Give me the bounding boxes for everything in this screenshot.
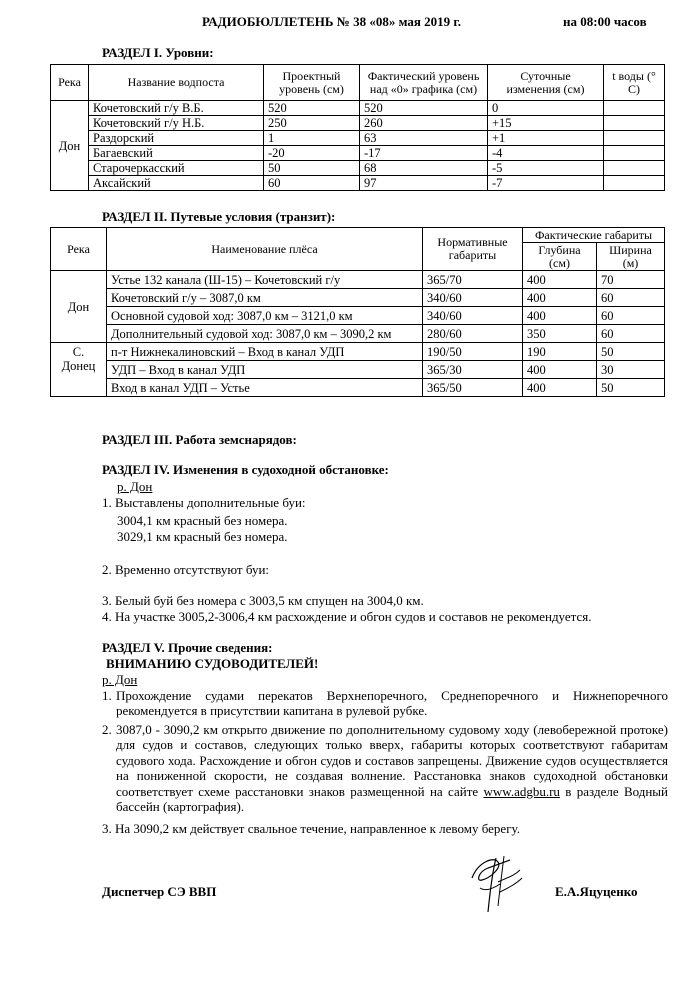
table-row: [51, 271, 665, 289]
width-cell: 30: [597, 361, 665, 379]
post-cell: Раздорский: [89, 131, 264, 146]
section4-item3: 3. Белый буй без номера с 3003,5 км спущен на 3004,0 км.: [102, 593, 424, 608]
post-cell: Кочетовский г/у В.Б.: [89, 101, 264, 116]
design-cell: 1: [264, 131, 360, 146]
river-cell: Дон: [51, 101, 89, 191]
section4-river: р. Дон: [117, 479, 153, 494]
temp-cell: [604, 116, 665, 131]
dispatcher-position: Диспетчер СЭ ВВП: [102, 884, 217, 899]
paragraph-number: 2.: [102, 722, 112, 737]
width-cell: 70: [597, 271, 665, 289]
table-row: [51, 161, 665, 176]
bulletin-time: на 08:00 часов: [563, 14, 647, 29]
temp-cell: [604, 131, 665, 146]
norm-cell: 365/70: [423, 271, 523, 289]
depth-cell: 400: [523, 307, 597, 325]
norm-cell: 340/60: [423, 307, 523, 325]
paragraph-text-main: 3087,0 - 3090,2 км открыто движение по дополнительному судовому ходу (левобережной протоке) для судов и составов, следующих только вверх, габариты которых соответствуют габаритам судового хода. Расхождение и обгон судов и составов запрещены. Движение судов осуществляется на пониженной скорости, не создавая волнение. Расстановка знаков судоходной обстановки соответствует схеме расстановки знаков размещенной на сайте: [116, 722, 668, 799]
transit-header-row: [51, 228, 665, 243]
depth-cell: 400: [523, 361, 597, 379]
table-row: [51, 325, 665, 343]
stretch-cell: Дополнительный судовой ход: 3087,0 км – 3090,2 км: [107, 325, 423, 343]
stretch-cell: Вход в канал УДП – Устье: [107, 379, 423, 397]
table-row: [51, 146, 665, 161]
daily-cell: +15: [488, 116, 604, 131]
actual-cell: 63: [360, 131, 488, 146]
header-stretch: Наименование плёса: [107, 228, 423, 271]
depth-cell: 350: [523, 325, 597, 343]
website-link[interactable]: www.adgbu.ru: [483, 783, 560, 799]
daily-cell: -4: [488, 146, 604, 161]
bulletin-footer: [0, 884, 700, 904]
table-row: [51, 307, 665, 325]
depth-cell: 190: [523, 343, 597, 361]
section2-title: РАЗДЕЛ II. Путевые условия (транзит):: [102, 209, 336, 224]
temp-cell: [604, 161, 665, 176]
section4-item4: 4. На участке 3005,2-3006,4 км расхождение и обгон судов и составов не рекомендуется.: [102, 609, 592, 624]
daily-cell: 0: [488, 101, 604, 116]
section5-river: р. Дон: [102, 672, 138, 687]
depth-cell: 400: [523, 289, 597, 307]
levels-table: [50, 64, 665, 191]
norm-cell: 280/60: [423, 325, 523, 343]
levels-header-row: [51, 65, 665, 101]
stretch-cell: Основной судовой ход: 3087,0 км – 3121,0 км: [107, 307, 423, 325]
temp-cell: [604, 146, 665, 161]
header-daily-change: Суточные изменения (см): [488, 65, 604, 101]
header-post: Название водпоста: [89, 65, 264, 101]
temp-cell: [604, 176, 665, 191]
signature-icon: [460, 848, 530, 920]
post-cell: Аксайский: [89, 176, 264, 191]
post-cell: Кочетовский г/у Н.Б.: [89, 116, 264, 131]
section1-title: РАЗДЕЛ I. Уровни:: [102, 45, 214, 60]
bulletin-header: [0, 14, 700, 34]
stretch-cell: УДП – Вход в канал УДП: [107, 361, 423, 379]
actual-cell: 520: [360, 101, 488, 116]
header-design-level: Проектный уровень (см): [264, 65, 360, 101]
width-cell: 60: [597, 325, 665, 343]
transit-table: [50, 227, 665, 397]
temp-cell: [604, 101, 665, 116]
stretch-cell: Устье 132 канала (Ш-15) – Кочетовский г/у: [107, 271, 423, 289]
section5-title: РАЗДЕЛ V. Прочие сведения:: [102, 640, 273, 655]
section5-paragraph-1: [102, 688, 668, 719]
design-cell: 250: [264, 116, 360, 131]
norm-cell: 190/50: [423, 343, 523, 361]
river-cell: С. Донец: [51, 343, 107, 397]
header-actual-dimensions: Фактические габариты: [523, 228, 665, 243]
table-row: [51, 379, 665, 397]
stretch-cell: Кочетовский г/у – 3087,0 км: [107, 289, 423, 307]
design-cell: -20: [264, 146, 360, 161]
table-row: [51, 176, 665, 191]
section4-title: РАЗДЕЛ IV. Изменения в судоходной обстановке:: [102, 462, 389, 477]
bulletin-title: РАДИОБЮЛЛЕТЕНЬ № 38 «08» мая 2019 г.: [202, 14, 462, 29]
section4-item1-buoy-b: 3029,1 км красный без номера.: [117, 529, 288, 544]
design-cell: 60: [264, 176, 360, 191]
header-actual-level: Фактический уровень над «0» графика (см): [360, 65, 488, 101]
table-row: [51, 131, 665, 146]
daily-cell: -7: [488, 176, 604, 191]
post-cell: Багаевский: [89, 146, 264, 161]
norm-cell: 340/60: [423, 289, 523, 307]
header-width: Ширина (м): [597, 243, 665, 271]
river-cell: Дон: [51, 271, 107, 343]
header-water-temp: t воды (° С): [604, 65, 665, 101]
section4-item2: 2. Временно отсутствуют буи:: [102, 562, 270, 577]
paragraph-number: 1.: [102, 688, 112, 703]
width-cell: 60: [597, 289, 665, 307]
section4-item1-buoy-a: 3004,1 км красный без номера.: [117, 513, 288, 528]
table-row: [51, 289, 665, 307]
section3-title: РАЗДЕЛ III. Работа земснарядов:: [102, 432, 297, 447]
table-row: [51, 361, 665, 379]
norm-cell: 365/30: [423, 361, 523, 379]
paragraph-text: [116, 722, 668, 814]
stretch-cell: п-т Нижнекалиновский – Вход в канал УДП: [107, 343, 423, 361]
dispatcher-name: Е.А.Яцуценко: [555, 884, 638, 899]
header-river: Река: [51, 228, 107, 271]
width-cell: 50: [597, 379, 665, 397]
design-cell: 50: [264, 161, 360, 176]
post-cell: Старочеркасский: [89, 161, 264, 176]
depth-cell: 400: [523, 379, 597, 397]
width-cell: 60: [597, 307, 665, 325]
actual-cell: 260: [360, 116, 488, 131]
paragraph-text-tail: в разделе Водный бассейн (картография).: [116, 783, 669, 815]
table-row: [51, 116, 665, 131]
section5-paragraph-2: [102, 722, 668, 814]
table-row: [51, 101, 665, 116]
table-row: [51, 343, 665, 361]
width-cell: 50: [597, 343, 665, 361]
daily-cell: +1: [488, 131, 604, 146]
depth-cell: 400: [523, 271, 597, 289]
header-river: Река: [51, 65, 89, 101]
section5-item3: 3. На 3090,2 км действует свальное течение, направленное к левому берегу.: [102, 821, 520, 836]
section4-item1: 1. Выставлены дополнительные буи:: [102, 495, 306, 510]
paragraph-text: Прохождение судами перекатов Верхнепоречного, Среднепоречного и Нижнепоречного рекомендуется в присутствии капитана в рулевой рубке.: [116, 688, 668, 719]
actual-cell: 68: [360, 161, 488, 176]
header-depth: Глубина (см): [523, 243, 597, 271]
daily-cell: -5: [488, 161, 604, 176]
actual-cell: 97: [360, 176, 488, 191]
norm-cell: 365/50: [423, 379, 523, 397]
header-norm-dimensions: Нормативные габариты: [423, 228, 523, 271]
design-cell: 520: [264, 101, 360, 116]
actual-cell: -17: [360, 146, 488, 161]
section5-attention: ВНИМАНИЮ СУДОВОДИТЕЛЕЙ!: [106, 656, 319, 671]
